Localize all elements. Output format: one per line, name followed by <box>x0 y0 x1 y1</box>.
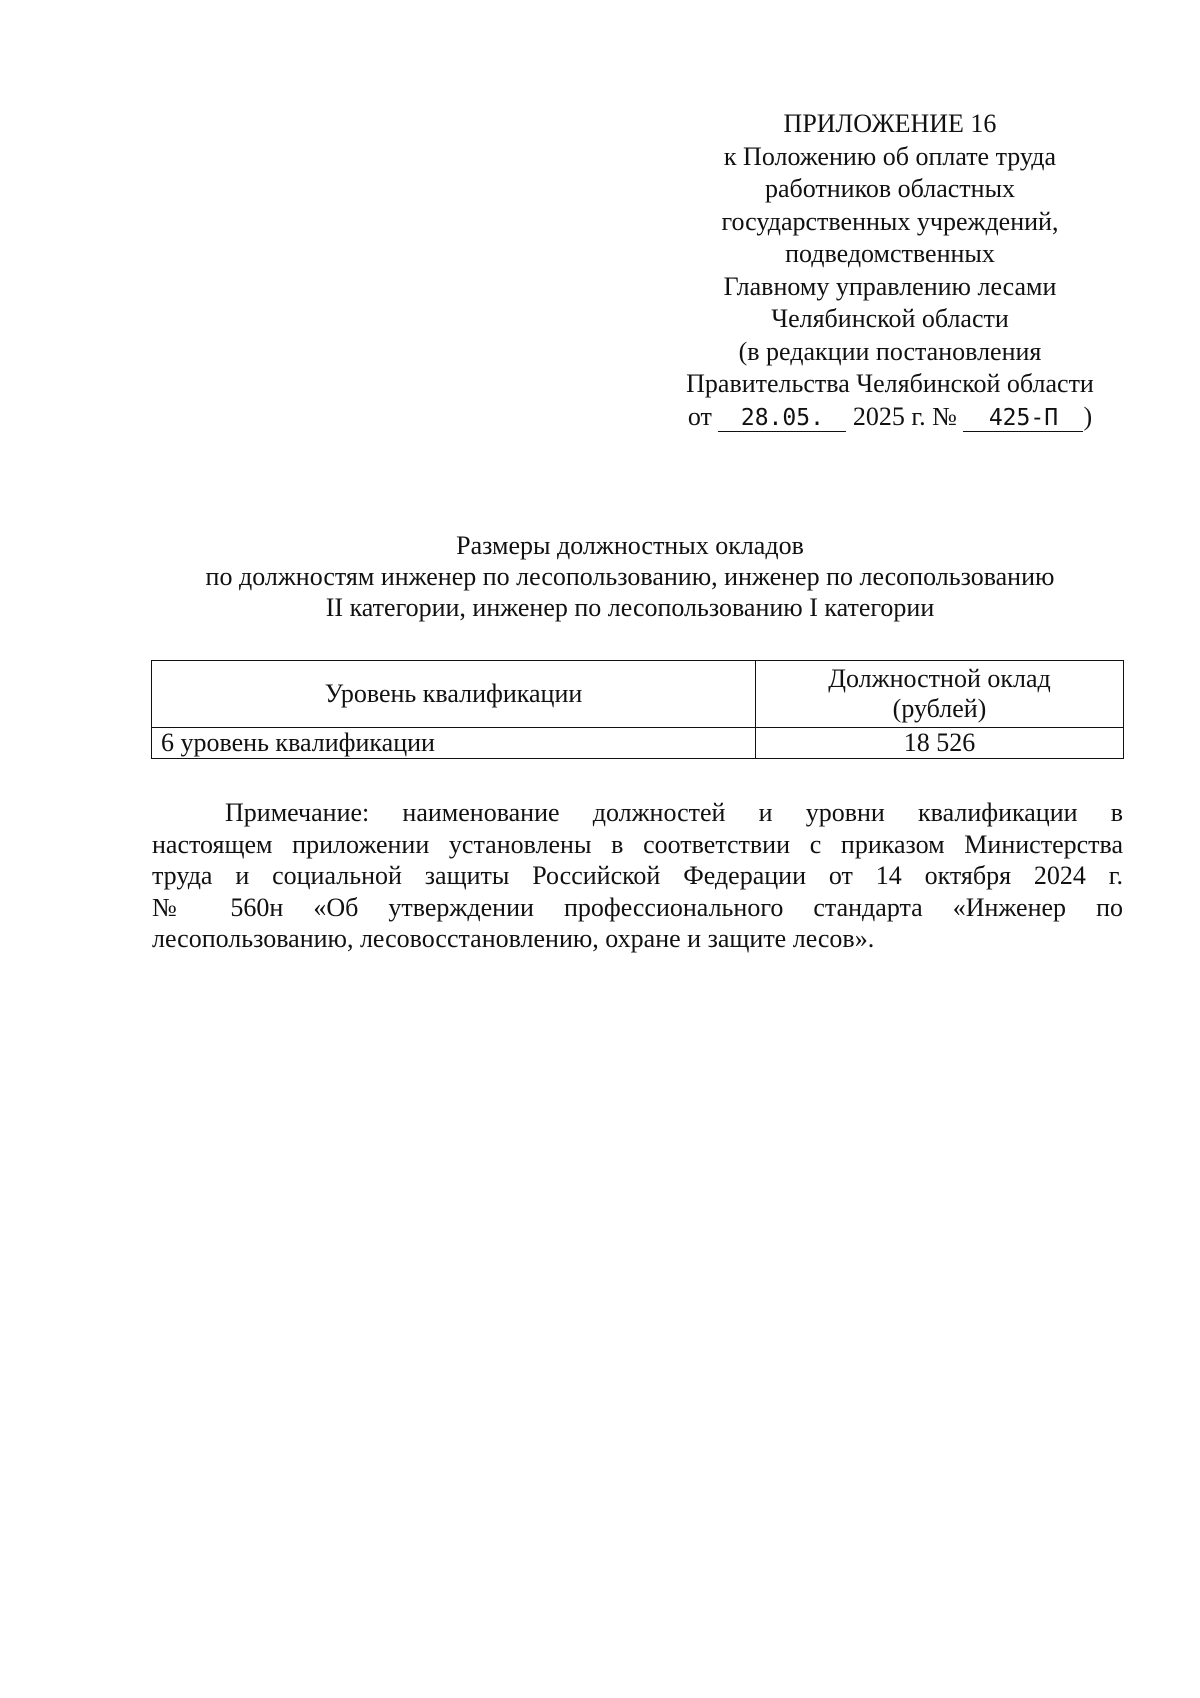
appendix-line: государственных учреждений, <box>721 206 1059 236</box>
document-title <box>140 530 1120 623</box>
cell-salary: 18 526 <box>756 728 1124 759</box>
title-line: Размеры должностных окладов <box>456 531 804 560</box>
note-line: труда и социальной защиты Российской Федерации от 14 октября 2024 г. <box>152 861 1123 890</box>
cell-qualification-level: 6 уровень квалификации <box>152 728 756 759</box>
salary-table <box>151 660 1124 759</box>
note-line: № 560н «Об утверждении профессионального стандарта «Инженер по <box>152 892 1123 922</box>
resolution-date-field: 28.05. <box>718 405 846 432</box>
appendix-header <box>660 108 1120 433</box>
appendix-line: Правительства Челябинской области <box>686 369 1094 398</box>
header-salary-unit: (рублей) <box>892 694 987 723</box>
table-header-row <box>152 661 1124 728</box>
closing-paren: ) <box>1083 401 1093 431</box>
appendix-line: Главному управлению лесами <box>723 271 1057 301</box>
note-line: настоящем приложении установлены в соответствии с приказом Министерства <box>152 829 1123 859</box>
title-line: по должностям инженер по лесопользованию, инженер по лесопользованию <box>205 562 1055 591</box>
appendix-line: подведомственных <box>785 239 995 268</box>
header-qualification-level: Уровень квалификации <box>152 661 756 728</box>
resolution-number-field: 425-П <box>963 405 1083 432</box>
table-row <box>152 728 1124 759</box>
note-paragraph <box>152 797 1123 955</box>
appendix-line: (в редакции постановления <box>738 336 1042 366</box>
header-salary-label: Должностной оклад <box>828 664 1051 693</box>
title-line: II категории, инженер по лесопользованию I категории <box>325 593 935 622</box>
year-number-label: 2025 г. № <box>852 401 957 431</box>
header-salary <box>756 661 1124 728</box>
appendix-title: ПРИЛОЖЕНИЕ 16 <box>783 109 997 138</box>
appendix-line: к Положению об оплате труда <box>723 141 1057 171</box>
note-line: лесопользованию, лесовосстановлению, охране и защите лесов». <box>152 924 875 953</box>
resolution-date-line <box>660 401 1120 434</box>
date-prefix: от <box>687 401 712 431</box>
appendix-line: работников областных <box>764 174 1016 203</box>
note-line: Примечание: наименование должностей и уровни квалификации в <box>225 798 1123 827</box>
appendix-line: Челябинской области <box>771 304 1009 333</box>
